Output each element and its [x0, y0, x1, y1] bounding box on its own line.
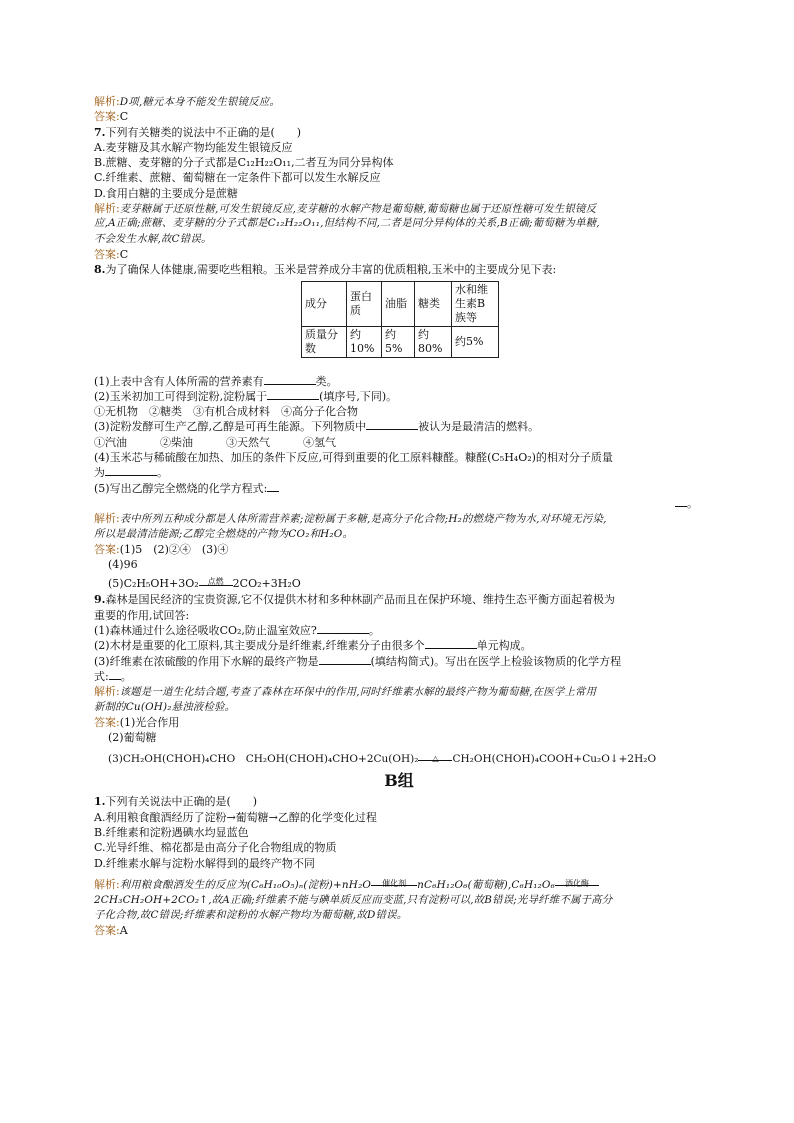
answer-blank[interactable] — [675, 496, 687, 507]
sub-question-text: (1)上表中含有人体所需的营养素有 — [94, 374, 264, 388]
option-a: A.利用粮食酿酒经历了淀粉→葡萄糖→乙醇的化学变化过程 — [94, 810, 377, 824]
question-stem — [94, 262, 704, 277]
answer-line — [94, 247, 704, 262]
answer-blank[interactable] — [105, 465, 157, 476]
table-cell: 成分 — [302, 281, 347, 326]
corn-nutrient-table — [301, 281, 499, 358]
answer-blank[interactable] — [267, 481, 279, 492]
equation — [94, 572, 704, 592]
sub-question-text: 为 — [94, 466, 105, 480]
reaction-arrow-icon — [555, 879, 599, 890]
question-stem — [94, 125, 704, 140]
sub-question — [94, 654, 704, 669]
table-cell: 油脂 — [382, 281, 415, 326]
answer-text: A — [119, 924, 128, 938]
sub-question — [94, 623, 704, 638]
sub-question-text: 式: — [94, 669, 109, 683]
explanation-label: 解析: — [94, 95, 120, 108]
answer-line — [94, 715, 704, 730]
answer-text: (4)96 — [108, 558, 138, 572]
document-page — [94, 94, 704, 939]
explanation-label: 解析: — [94, 202, 120, 216]
sub-question-text: (3)淀粉发酵可生产乙醇,乙醇是可再生能源。下列物质中 — [94, 420, 367, 434]
table-cell: 糖类 — [415, 281, 452, 326]
sub-question-text: (填序号,下同)。 — [319, 389, 398, 403]
explanation-line — [94, 511, 704, 526]
sub-question — [94, 669, 704, 684]
section-heading: B组 — [384, 771, 414, 791]
reaction-condition: 酒化酶 — [565, 879, 590, 889]
sub-question: (4)玉米芯与稀硫酸在加热、加压的条件下反应,可得到重要的化工原料糠醛。糠醛(C₅H₄O₂)的相对分子质量 — [94, 451, 613, 465]
option-c: C.纤维素、蔗糖、葡萄糖在一定条件下都可以发生水解反应 — [94, 171, 381, 185]
explanation-text: 利用粮食酿酒发生的反应为(C₆H₁₀O₅)ₙ(淀粉)+nH₂O — [119, 878, 372, 891]
sub-question-text: 单元构成。 — [476, 639, 532, 653]
question-text: 下列有关说法中正确的是( ) — [105, 795, 258, 809]
answer-blank[interactable] — [366, 419, 418, 430]
answer-label: 答案: — [94, 542, 120, 556]
answer-blank[interactable] — [264, 374, 316, 385]
answer-line — [94, 923, 704, 938]
equation-right: 2CO₂+3H₂O — [232, 577, 301, 591]
question-number: 8. — [94, 263, 106, 277]
explanation-line — [94, 871, 704, 893]
explanation-line — [94, 94, 704, 109]
sub-question-text: (5)写出乙醇完全燃烧的化学方程式: — [94, 481, 268, 495]
explanation-line — [94, 684, 704, 699]
sub-question-text: (2)木材是重要的化工原料,其主要成分是纤维素,纤维素分子由很多个 — [94, 639, 425, 653]
explanation-text: 表中所列五种成分都是人体所需营养素;淀粉属于多糖,是高分子化合物;H₂的燃烧产物为水,对环境无污染, — [119, 513, 607, 526]
answer-blank[interactable] — [109, 669, 121, 680]
equation — [94, 745, 704, 769]
option-c: C.光导纤维、棉花都是由高分子化合物组成的物质 — [94, 841, 337, 855]
table-cell: 蛋白质 — [347, 281, 382, 326]
equation-left: (3)CH₂OH(CHOH)₄CHO CH₂OH(CHOH)₄CHO+2Cu(OH)₂ — [108, 753, 419, 766]
answer-blank[interactable] — [319, 654, 371, 665]
reaction-condition: △ — [432, 753, 439, 763]
equation-right: CH₂OH(CHOH)₄COOH+Cu₂O↓+2H₂O — [452, 753, 657, 766]
answer-label: 答案: — [94, 110, 120, 124]
table-cell: 约5% — [382, 326, 415, 357]
table-cell: 约10% — [347, 326, 382, 357]
option-d: D.纤维素水解与淀粉水解得到的最终产物不同 — [94, 856, 315, 870]
sub-question — [94, 465, 704, 480]
table-row — [302, 326, 499, 357]
sub-question-text: 。 — [687, 496, 698, 510]
sub-question — [94, 481, 704, 496]
explanation-text: 新制的Cu(OH)₂悬浊液检验。 — [94, 700, 236, 713]
sub-question — [94, 638, 704, 653]
question-number: 1. — [94, 795, 106, 809]
explanation-text: 麦芽糖属于还原性糖,可发生银镜反应,麦芽糖的水解产物是葡萄糖,葡萄糖也属于还原性糖可发生银镜反 — [119, 203, 597, 216]
explanation-text: 所以是最清洁能源;乙醇完全燃烧的产物为CO₂和H₂O。 — [94, 527, 354, 540]
answer-blank[interactable] — [425, 638, 477, 649]
sub-question-text: 。 — [157, 466, 168, 480]
sub-question-text: 类。 — [315, 374, 338, 388]
sub-question-text: (填结构简式)。写出在医学上检验该物质的化学方程 — [370, 654, 622, 668]
explanation-text: nC₆H₁₂O₆(葡萄糖),C₆H₁₂O₆ — [417, 878, 556, 891]
sub-question-options: ①无机物 ②糖类 ③有机合成材料 ④高分子化合物 — [94, 405, 358, 419]
explanation-text: 不会发生水解,故C错误。 — [94, 232, 212, 245]
table-cell: 约80% — [415, 326, 452, 357]
explanation-text: 该题是一道生化结合题,考查了森林在环保中的作用,同时纤维素水解的最终产物为葡萄糖,在医学上常用 — [119, 686, 597, 699]
explanation-label: 解析: — [94, 877, 120, 891]
table-cell: 水和维生素B族等 — [452, 281, 499, 326]
answer-blank[interactable] — [317, 623, 369, 634]
sub-question-text: 被认为是最清洁的燃料。 — [418, 420, 540, 434]
option-b: B.蔗糖、麦芽糖的分子式都是C₁₂H₂₂O₁₁,二者互为同分异构体 — [94, 156, 394, 170]
table-cell: 约5% — [452, 326, 499, 357]
sub-question-text: 。 — [368, 624, 380, 638]
question-text: 森林是国民经济的宝贵资源,它不仅提供木材和多种林副产品而且在保护环境、维持生态平衡方面起着极为 — [105, 593, 615, 607]
sub-question-text: (1)森林通过什么途径吸收CO₂,防止温室效应? — [94, 624, 317, 638]
sub-question-options: ①汽油 ②柴油 ③天然气 ④氢气 — [94, 435, 336, 449]
option-a: A.麦芽糖及其水解产物均能发生银镜反应 — [94, 140, 293, 154]
explanation-text: 2CH₃CH₂OH+2CO₂↑,故A正确;纤维素不能与碘单质反应而变蓝,只有淀粉可以,故B错误;光导纤维不属于高分 — [94, 893, 613, 906]
sub-question — [94, 419, 704, 434]
question-stem — [94, 794, 704, 809]
table-row — [302, 281, 499, 326]
sub-question — [94, 389, 704, 404]
explanation-label: 解析: — [94, 512, 120, 526]
answer-text: C — [119, 110, 129, 124]
reaction-condition: 点燃 — [207, 576, 224, 586]
sub-question-text: (3)纤维素在浓硫酸的作用下水解的最终产物是 — [94, 654, 319, 668]
answer-label: 答案: — [94, 247, 120, 261]
answer-text: (1)5 (2)②④ (3)④ — [119, 542, 229, 556]
table-cell: 质量分数 — [302, 326, 347, 357]
sub-question — [94, 374, 704, 389]
explanation-text: 应,A正确;蔗糖、麦芽糖的分子式都是C₁₂H₂₂O₁₁,但结构不同,二者是同分异构体的关系,B正确;葡萄糖为单糖, — [94, 217, 600, 230]
explanation-line — [94, 201, 704, 216]
answer-blank[interactable] — [267, 389, 319, 400]
explanation-text: 子化合物,故C错误;纤维素和淀粉的水解产物均为葡萄糖,故D错误。 — [94, 909, 408, 922]
reaction-arrow-icon — [199, 576, 233, 590]
equation-left: (5)C₂H₅OH+3O₂ — [108, 577, 199, 591]
answer-label: 答案: — [94, 715, 120, 729]
question-text: 为了确保人体健康,需要吃些粗粮。玉米是营养成分丰富的优质粗粮,玉米中的主要成分见下表: — [105, 263, 557, 277]
reaction-arrow-icon — [418, 754, 452, 765]
explanation-label: 解析: — [94, 685, 120, 699]
reaction-arrow-icon — [371, 879, 417, 890]
reaction-condition: 催化剂 — [382, 879, 407, 889]
answer-text: (2)葡萄糖 — [108, 731, 157, 745]
answer-text: (1)光合作用 — [119, 715, 180, 729]
answer-line — [94, 109, 704, 124]
explanation-text: D项,糖元本身不能发生银镜反应。 — [119, 96, 281, 108]
answer-label: 答案: — [94, 924, 120, 938]
question-text: 下列有关糖类的说法中不正确的是( ) — [105, 125, 302, 139]
question-text: 重要的作用,试回答: — [94, 608, 190, 622]
sub-question-end — [94, 496, 704, 511]
sub-question-text: (2)玉米初加工可得到淀粉,淀粉属于 — [94, 389, 268, 403]
question-number: 9. — [94, 593, 106, 607]
option-d: D.食用白糖的主要成分是蔗糖 — [94, 186, 238, 200]
answer-line — [94, 542, 704, 557]
answer-text: C — [119, 247, 129, 261]
question-number: 7. — [94, 125, 106, 139]
option-b: B.纤维素和淀粉遇碘水均显蓝色 — [94, 825, 249, 839]
question-stem — [94, 592, 704, 607]
sub-question-text: 。 — [120, 669, 132, 683]
